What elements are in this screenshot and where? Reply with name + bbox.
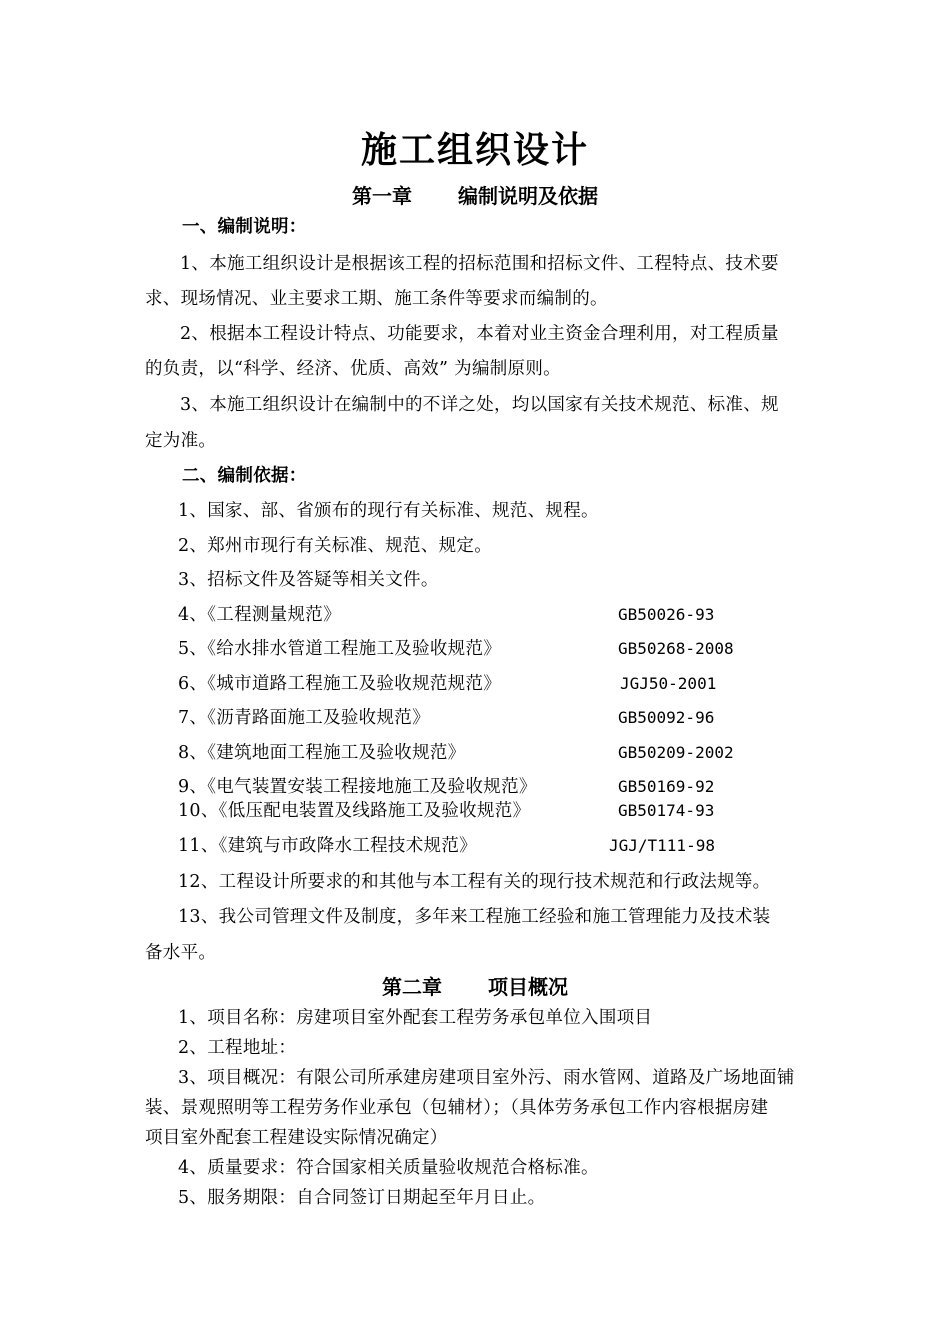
basis-item: 9、《电气装置安装工程接地施工及验收规范》 (178, 777, 537, 797)
project-address: 2、工程地址： (178, 1038, 297, 1058)
project-overview-line-3: 项目室外配套工程建设实际情况确定） (145, 1128, 448, 1148)
standard-code: GB50209-2002 (618, 743, 734, 762)
standard-code: GB50026-93 (618, 605, 715, 624)
standard-code: JGJ50-2001 (620, 674, 717, 693)
standard-code: GB50268-2008 (618, 639, 734, 658)
project-overview-line-1: 3、项目概况：有限公司所承建房建项目室外污、雨水管网、道路及广场地面铺 (178, 1068, 795, 1088)
basis-item: 1、国家、部、省颁布的现行有关标准、规范、规程。 (178, 501, 599, 521)
chapter-1-name: 编制说明及依据 (458, 184, 598, 208)
paragraph-1-line-2: 求、现场情况、业主要求工期、施工条件等要求而编制的。 (145, 289, 608, 309)
paragraph-2-line-2: 的负责，以“科学、经济、优质、高效” 为编制原则。 (145, 359, 561, 379)
paragraph-2-line-1: 2、根据本工程设计特点、功能要求，本着对业主资金合理利用，对工程质量 (180, 324, 779, 344)
paragraph-1-line-1: 1、本施工组织设计是根据该工程的招标范围和招标文件、工程特点、技术要 (180, 254, 779, 274)
basis-item: 3、招标文件及答疑等相关文件。 (178, 570, 439, 590)
document-title: 施工组织设计 (360, 129, 589, 171)
basis-item-13-line-2: 备水平。 (145, 943, 217, 963)
basis-item: 10、《低压配电装置及线路施工及验收规范》 (178, 801, 531, 821)
standard-code: JGJ/T111-98 (609, 836, 715, 855)
basis-item: 2、郑州市现行有关标准、规范、规定。 (178, 536, 493, 556)
chapter-2-number: 第二章 (382, 975, 442, 999)
standard-code: GB50092-96 (618, 708, 715, 727)
service-period: 5、服务期限：自合同签订日期起至年月日止。 (178, 1188, 546, 1208)
chapter-1-number: 第一章 (352, 184, 412, 208)
quality-requirement: 4、质量要求：符合国家相关质量验收规范合格标准。 (178, 1158, 599, 1178)
paragraph-3-line-2: 定为准。 (145, 431, 217, 451)
basis-item: 7、《沥青路面施工及验收规范》 (178, 708, 430, 728)
basis-item-13-line-1: 13、我公司管理文件及制度，多年来工程施工经验和施工管理能力及技术装 (178, 907, 771, 927)
project-overview-line-2: 装、景观照明等工程劳务作业承包（包辅材）；（具体劳务承包工作内容根据房建 (145, 1098, 769, 1118)
section-heading-description: 一、编制说明： (182, 217, 307, 237)
basis-item: 6、《城市道路工程施工及验收规范规范》 (178, 674, 502, 694)
chapter-2-heading (0, 974, 950, 1000)
basis-item: 4、《工程测量规范》 (178, 605, 341, 625)
project-name: 1、项目名称：房建项目室外配套工程劳务承包单位入围项目 (178, 1008, 653, 1028)
basis-item: 11、《建筑与市政降水工程技术规范》 (178, 836, 477, 856)
basis-item: 12、工程设计所要求的和其他与本工程有关的现行技术规范和行政法规等。 (178, 872, 771, 892)
section-heading-basis: 二、编制依据： (182, 466, 307, 486)
standard-code: GB50169-92 (618, 777, 715, 796)
chapter-1-heading (0, 183, 950, 209)
standard-code: GB50174-93 (618, 801, 715, 820)
paragraph-3-line-1: 3、本施工组织设计在编制中的不详之处，均以国家有关技术规范、标准、规 (180, 395, 779, 415)
basis-item: 5、《给水排水管道工程施工及验收规范》 (178, 639, 502, 659)
basis-item: 8、《建筑地面工程施工及验收规范》 (178, 743, 466, 763)
chapter-2-name: 项目概况 (488, 975, 568, 999)
